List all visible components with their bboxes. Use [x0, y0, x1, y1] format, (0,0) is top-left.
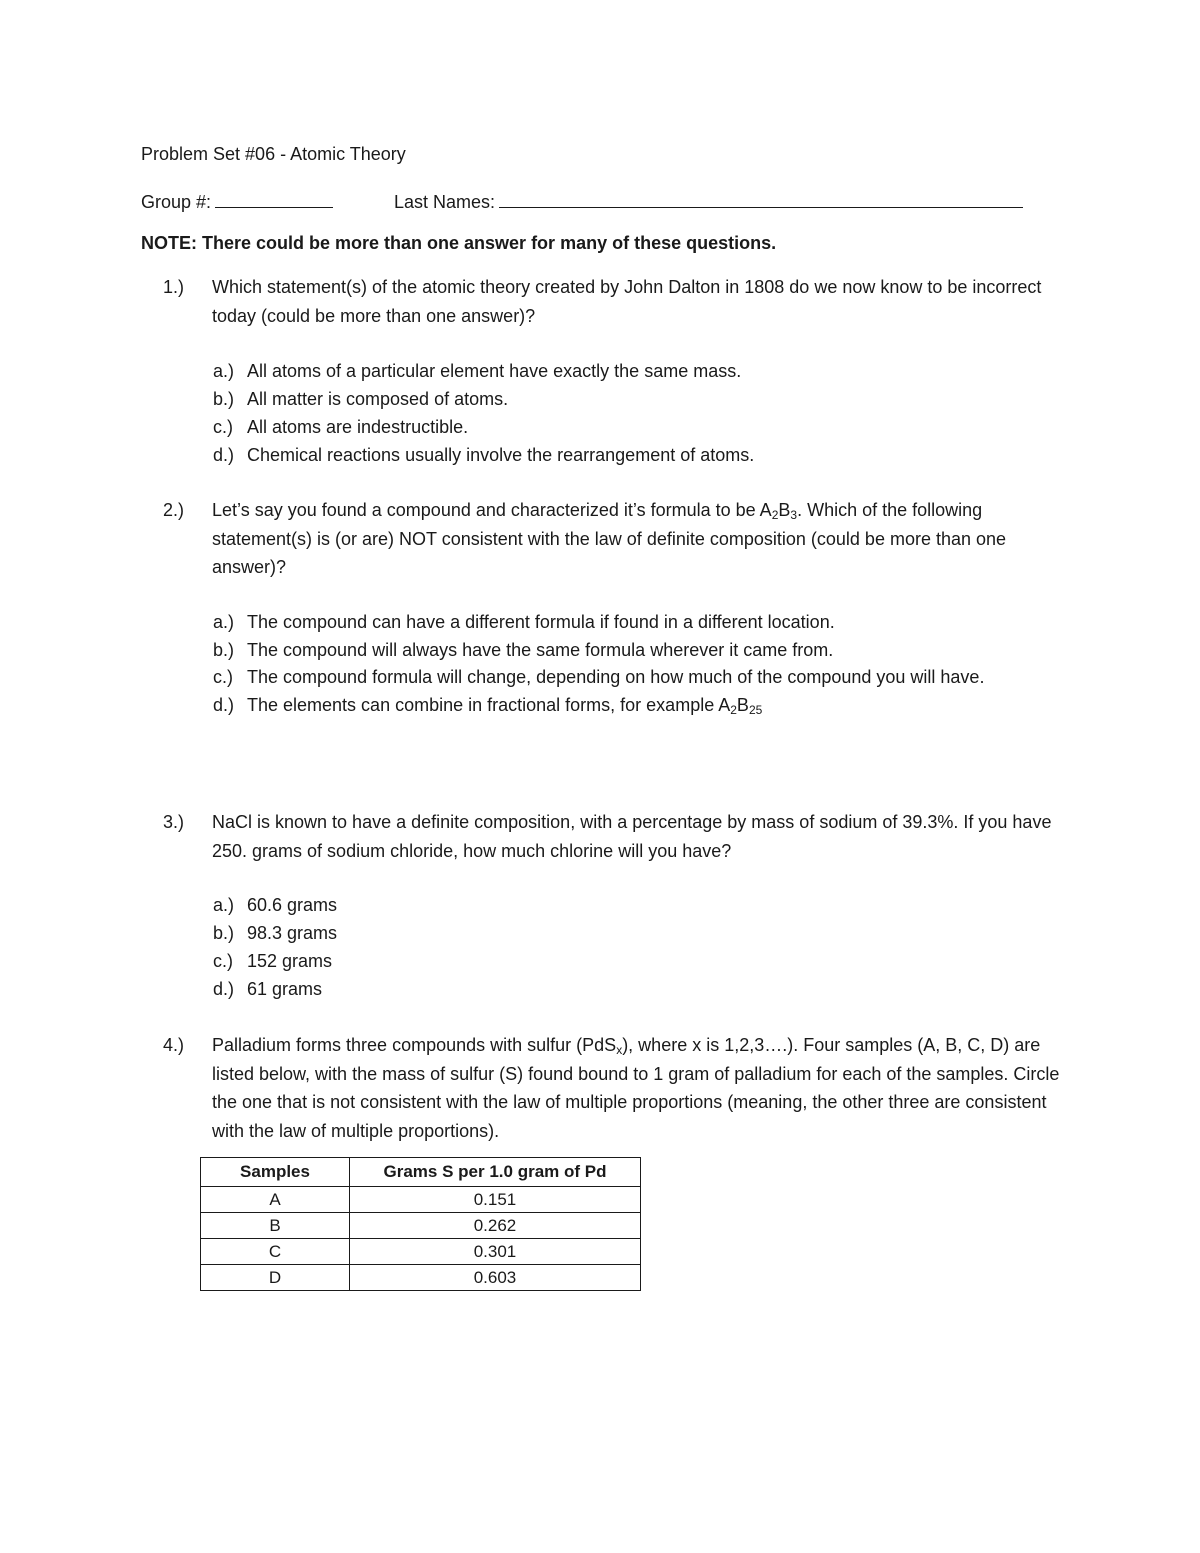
option-c[interactable]: [213, 413, 1033, 441]
option-d[interactable]: [213, 441, 1033, 469]
question-text: NaCl is known to have a definite composition, with a percentage by mass of sodium of 39.3%. If you have 250. grams of sodium chloride, how much chlorine will you have?: [212, 812, 1052, 861]
option-text: All matter is composed of atoms.: [247, 389, 509, 409]
option-text: All atoms are indestructible.: [247, 417, 469, 437]
option-label: c.): [213, 417, 233, 437]
last-names-blank[interactable]: [499, 189, 1023, 208]
option-label: d.): [213, 695, 235, 715]
option-a[interactable]: [213, 357, 1033, 385]
option-text: The compound can have a different formula if found in a different location.: [247, 612, 835, 632]
value-cell: 0.262: [350, 1213, 641, 1239]
option-label: b.): [213, 923, 235, 943]
option-text: The elements can combine in fractional forms, for example $A_2B_{25}$: [247, 695, 763, 717]
question-number: 2.): [163, 500, 185, 520]
option-d[interactable]: [213, 691, 1033, 719]
table-header: Grams S per 1.0 gram of Pd: [350, 1158, 641, 1187]
question-1-options: [213, 357, 1033, 469]
sample-cell: A: [201, 1187, 350, 1213]
question-text: Which statement(s) of the atomic theory created by John Dalton in 1808 do we now know to be incorrect today (could be more than one answer)?: [212, 277, 1042, 326]
option-text: The compound formula will change, depending on how much of the compound you will have.: [247, 667, 985, 687]
question-number: 4.): [163, 1035, 185, 1055]
option-label: b.): [213, 389, 235, 409]
option-text: The compound will always have the same formula wherever it came from.: [247, 640, 834, 660]
question-text: Palladium forms three compounds with sulfur (PdS$_x$), where x is 1,2,3….). Four samples (A, B, C, D) are listed below, with the mass of sulfur (S) found bound to 1 gram of palladium for each of the samples. Circle the one that is not consistent with the law of multiple proportions (meaning, the other three are consistent with the law of multiple proportions).: [212, 1035, 1060, 1141]
option-b[interactable]: [213, 636, 1033, 664]
sample-cell: C: [201, 1239, 350, 1265]
option-b[interactable]: [213, 919, 1033, 947]
group-label: Group #:: [141, 192, 212, 212]
sample-cell: D: [201, 1265, 350, 1291]
table-row[interactable]: [201, 1213, 641, 1239]
value-cell: 0.151: [350, 1187, 641, 1213]
question-4: [163, 1031, 1063, 1145]
option-label: c.): [213, 667, 233, 687]
question-2: [163, 496, 1063, 582]
table-header-row: [201, 1158, 641, 1187]
option-a[interactable]: [213, 891, 1033, 919]
option-label: c.): [213, 951, 233, 971]
question-3-options: [213, 891, 1033, 1003]
question-number: 3.): [163, 812, 185, 832]
option-text: All atoms of a particular element have exactly the same mass.: [247, 361, 742, 381]
option-a[interactable]: [213, 608, 1033, 636]
option-text: 61 grams: [247, 979, 323, 999]
option-b[interactable]: [213, 385, 1033, 413]
option-d[interactable]: [213, 975, 1033, 1003]
option-text: 98.3 grams: [247, 923, 338, 943]
option-label: a.): [213, 612, 235, 632]
value-cell: 0.301: [350, 1239, 641, 1265]
page-title: Problem Set #06 - Atomic Theory: [141, 144, 406, 164]
option-c[interactable]: [213, 664, 1033, 691]
sample-cell: B: [201, 1213, 350, 1239]
option-label: b.): [213, 640, 235, 660]
option-text: 152 grams: [247, 951, 333, 971]
value-cell: 0.603: [350, 1265, 641, 1291]
question-2-options: [213, 608, 1033, 719]
table-row[interactable]: [201, 1239, 641, 1265]
group-number-blank[interactable]: [215, 189, 333, 208]
question-text: Let’s say you found a compound and characterized it’s formula to be $A_2B_3$. Which of the following statement(s) is (or are) NOT consistent with the law of definite composition (could be more than one answer)?: [212, 500, 1007, 577]
option-text: Chemical reactions usually involve the rearrangement of atoms.: [247, 445, 755, 465]
question-1: [163, 273, 1063, 330]
table-header: Samples: [201, 1158, 350, 1187]
note: NOTE: There could be more than one answer for many of these questions.: [141, 233, 777, 253]
question-number: 1.): [163, 277, 185, 297]
option-label: a.): [213, 361, 235, 381]
question-3: [163, 808, 1063, 865]
option-text: 60.6 grams: [247, 895, 338, 915]
samples-table: [200, 1157, 641, 1291]
group-line: [141, 189, 333, 213]
last-names-line: [394, 189, 1023, 213]
option-label: d.): [213, 979, 235, 999]
option-label: a.): [213, 895, 235, 915]
option-c[interactable]: [213, 947, 1033, 975]
table-row[interactable]: [201, 1265, 641, 1291]
table-row[interactable]: [201, 1187, 641, 1213]
last-names-label: Last Names:: [394, 192, 496, 212]
option-label: d.): [213, 445, 235, 465]
